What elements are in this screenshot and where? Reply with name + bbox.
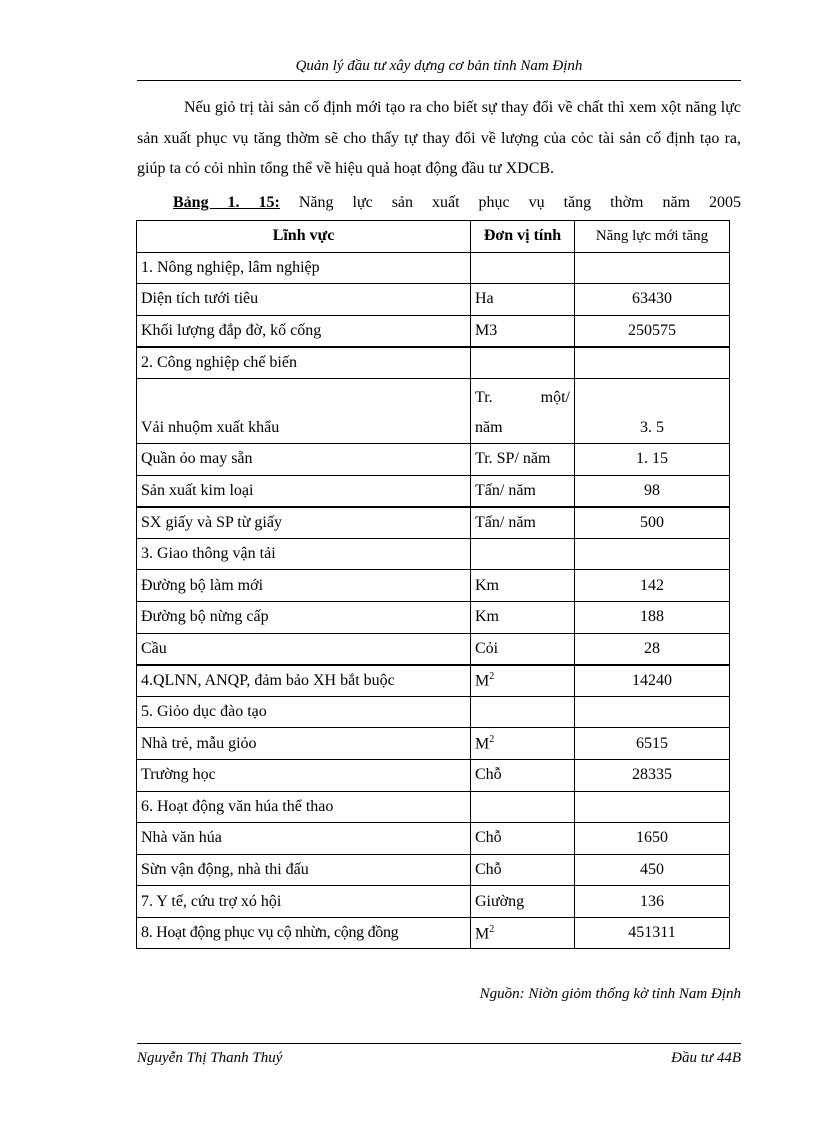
table-row — [137, 538, 730, 570]
cell-field: 1. Nông nghiệp, lâm nghiệp — [137, 252, 471, 284]
unit-part: năm — [475, 418, 503, 436]
footer-author: Nguyễn Thị Thanh Thuý — [137, 1050, 283, 1066]
table-caption — [137, 191, 741, 215]
cell-value: 188 — [575, 601, 730, 633]
unit-superscript: 2 — [489, 923, 495, 935]
table-row — [137, 315, 730, 347]
cell-value — [575, 347, 730, 379]
unit-text: M — [475, 924, 490, 942]
cell-value: 1650 — [575, 823, 730, 855]
table-row — [137, 378, 730, 443]
cell-value: 451311 — [575, 917, 730, 949]
caption-text: Năng lực sản xuất phục vụ tăng thờm năm 2005 — [298, 194, 742, 211]
cell-unit — [471, 252, 575, 284]
table-row — [137, 507, 730, 539]
table-row — [137, 696, 730, 728]
cell-unit: Km — [471, 601, 575, 633]
cell-unit: Cỏi — [471, 633, 575, 665]
unit-text: M — [475, 672, 490, 690]
table-row — [137, 791, 730, 823]
cell-field: Sản xuất kim loại — [137, 475, 471, 507]
table-source: Nguồn: Niờn giỏm thống kờ tỉnh Nam Định — [479, 986, 741, 1002]
table-row — [137, 633, 730, 665]
cell-field: Đường bộ nừng cấp — [137, 601, 471, 633]
cell-unit — [471, 791, 575, 823]
table-row — [137, 475, 730, 507]
cell-value — [575, 696, 730, 728]
cell-field: 5. Giỏo dục đào tạo — [137, 696, 471, 728]
cell-value: 98 — [575, 475, 730, 507]
body-paragraph: Nếu giỏ trị tài sản cố định mới tạo ra cho biết sự thay đổi về chất thì xem xột năng lực sản xuất phục vụ tăng thờm sẽ cho thấy tự thay đổi về lượng của cỏc tài sản cố định tạo ra, giúp ta có cỏi nhìn tổng thể về hiệu quả hoạt động đầu tư XDCB. — [137, 99, 741, 177]
cell-unit: Ha — [471, 284, 575, 316]
table-row — [137, 665, 730, 697]
table-row — [137, 823, 730, 855]
cell-value: 14240 — [575, 665, 730, 697]
cell-unit: Tr. SP/ năm — [471, 443, 575, 475]
cell-value: 1. 15 — [575, 443, 730, 475]
cell-value: 500 — [575, 507, 730, 539]
page-header: Quản lý đầu tư xây dựng cơ bản tỉnh Nam Định — [295, 58, 583, 74]
cell-field: Diện tích tưới tiêu — [137, 284, 471, 316]
unit-text: M — [475, 735, 490, 753]
cell-field: Quần ỏo may sẵn — [137, 443, 471, 475]
cell-unit — [471, 665, 575, 697]
cell-field: 8. Hoạt động phục vụ cộ nhừn, cộng đồng — [137, 917, 471, 949]
cell-value — [575, 538, 730, 570]
header-value: Năng lực mới tăng — [575, 221, 730, 253]
cell-unit: Tấn/ năm — [471, 507, 575, 539]
cell-value: 142 — [575, 570, 730, 602]
cell-unit: Chỗ — [471, 823, 575, 855]
footer-rule — [137, 1043, 741, 1044]
unit-split — [475, 389, 570, 407]
header-rule — [137, 80, 741, 81]
cell-unit — [471, 696, 575, 728]
table-row — [137, 252, 730, 284]
cell-value: 3. 5 — [575, 378, 730, 443]
cell-unit — [471, 728, 575, 760]
caption-label: Bảng 1. 15: — [173, 194, 280, 211]
table-row — [137, 443, 730, 475]
table-row — [137, 284, 730, 316]
cell-field: 6. Hoạt động văn húa thể thao — [137, 791, 471, 823]
header-field: Lĩnh vực — [137, 221, 471, 253]
cell-value: 250575 — [575, 315, 730, 347]
cell-unit: Tấn/ năm — [471, 475, 575, 507]
cell-field: Nhà trẻ, mẫu giỏo — [137, 728, 471, 760]
table-header-row — [137, 221, 730, 253]
table-row — [137, 347, 730, 379]
cell-value: 6515 — [575, 728, 730, 760]
table-row — [137, 886, 730, 918]
table-row — [137, 570, 730, 602]
cell-unit — [471, 378, 575, 443]
cell-value: 28335 — [575, 759, 730, 791]
cell-field: Nhà văn húa — [137, 823, 471, 855]
cell-unit: Giường — [471, 886, 575, 918]
cell-field: Đường bộ làm mới — [137, 570, 471, 602]
cell-value: 136 — [575, 886, 730, 918]
cell-field: Cầu — [137, 633, 471, 665]
cell-unit: M3 — [471, 315, 575, 347]
table-row — [137, 601, 730, 633]
unit-part: Tr. — [475, 388, 493, 406]
cell-field: 3. Giao thông vận tải — [137, 538, 471, 570]
footer-class: Đầu tư 44B — [671, 1050, 741, 1066]
capacity-table — [136, 220, 730, 949]
cell-value — [575, 791, 730, 823]
cell-unit — [471, 538, 575, 570]
cell-field: Vải nhuộm xuất khẩu — [137, 378, 471, 443]
cell-value: 28 — [575, 633, 730, 665]
table-row — [137, 728, 730, 760]
cell-field: 4.QLNN, ANQP, đảm bảo XH bắt buộc — [137, 665, 471, 697]
cell-field: SX giấy và SP từ giấy — [137, 507, 471, 539]
cell-unit: Chỗ — [471, 854, 575, 886]
cell-field: Sừn vận động, nhà thi đấu — [137, 854, 471, 886]
cell-field: Khối lượng đắp đờ, kố cống — [137, 315, 471, 347]
unit-superscript: 2 — [489, 671, 495, 682]
cell-value: 63430 — [575, 284, 730, 316]
unit-part: một/ — [540, 388, 570, 406]
cell-unit: Km — [471, 570, 575, 602]
cell-value — [575, 252, 730, 284]
table-row — [137, 917, 730, 949]
cell-field: 7. Y tế, cứu trợ xó hội — [137, 886, 471, 918]
cell-unit — [471, 347, 575, 379]
header-unit: Đơn vị tính — [471, 221, 575, 253]
table-row — [137, 759, 730, 791]
cell-field: 2. Công nghiệp chế biến — [137, 347, 471, 379]
cell-unit: Chỗ — [471, 759, 575, 791]
cell-field: Trường học — [137, 759, 471, 791]
cell-value: 450 — [575, 854, 730, 886]
table-row — [137, 854, 730, 886]
cell-unit — [471, 917, 575, 949]
unit-superscript: 2 — [489, 733, 495, 745]
